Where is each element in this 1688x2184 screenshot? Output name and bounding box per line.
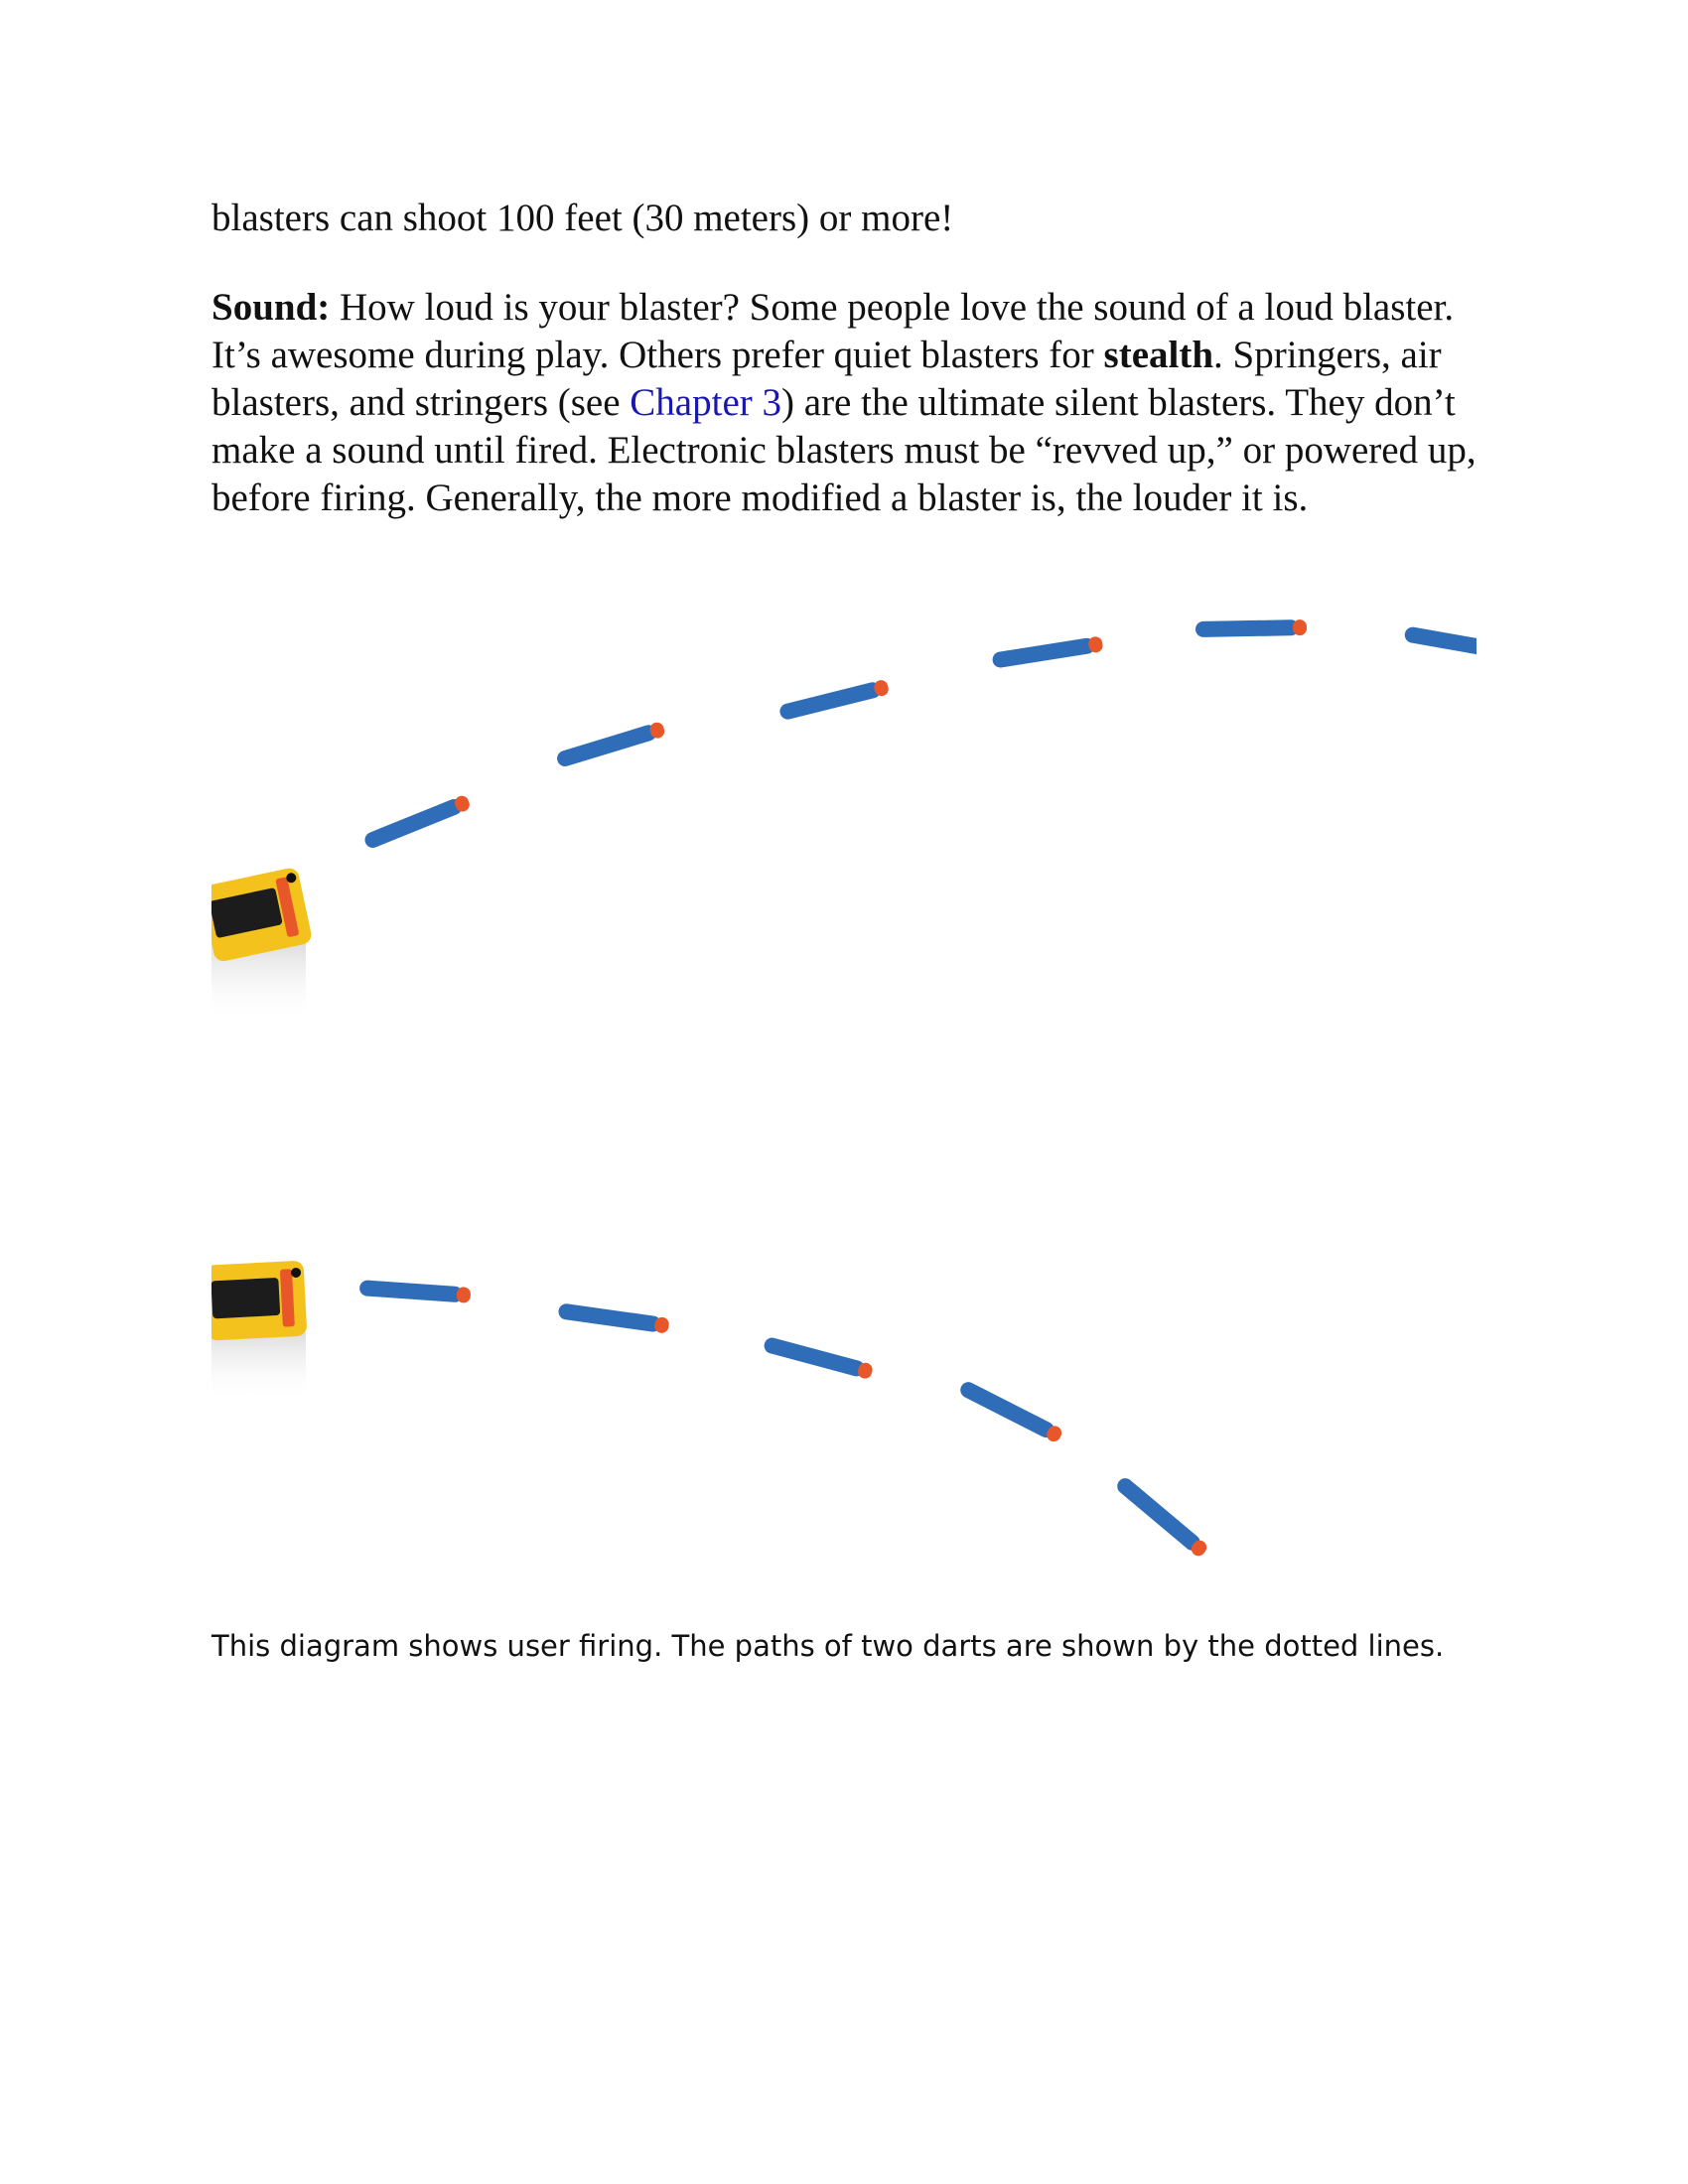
dart-path-lower <box>359 1280 1209 1559</box>
dart-path-upper <box>362 619 1489 850</box>
dart <box>991 635 1103 668</box>
blaster-barrel <box>211 1278 280 1319</box>
blaster-shadow <box>211 1332 306 1402</box>
stealth-term: stealth <box>1103 334 1214 376</box>
sound-paragraph <box>211 284 1492 522</box>
sound-term: Sound: <box>211 286 331 329</box>
dart <box>362 794 472 851</box>
dart <box>1114 1475 1209 1559</box>
dart <box>555 721 666 768</box>
paragraph-text: ) are the ultimate silent blasters. They don’t make a sound until fired. Electronic blasters must be “revved up,” or powered up, before firing. Generally, the more modified a blaster is, the louder it is. <box>211 381 1477 519</box>
blaster-lower <box>205 1261 308 1402</box>
body-paragraph <box>211 195 1492 242</box>
dart <box>763 1336 874 1380</box>
dart <box>1196 619 1307 637</box>
figure-caption <box>211 1626 1492 1666</box>
dart <box>778 679 891 722</box>
chapter-3-link[interactable]: Chapter 3 <box>630 381 782 424</box>
paragraph-text: How loud is your blaster? Some people love the sound of a loud blaster. It’s awesome during play. Others prefer quiet blasters for <box>211 286 1455 376</box>
dart <box>957 1379 1063 1443</box>
dart <box>359 1280 472 1303</box>
blaster-upper <box>200 867 313 1023</box>
caption-text: This diagram shows user firing. The paths of two darts are shown by the dotted lines. <box>211 1629 1445 1663</box>
dart-paths-diagram <box>199 596 1489 1588</box>
dart <box>1403 625 1489 660</box>
paragraph-text: blasters can shoot 100 feet (30 meters) or more! <box>211 197 954 239</box>
dart <box>557 1302 669 1333</box>
paragraph-text: . Springers, air blasters, and stringers (see <box>211 334 1442 424</box>
